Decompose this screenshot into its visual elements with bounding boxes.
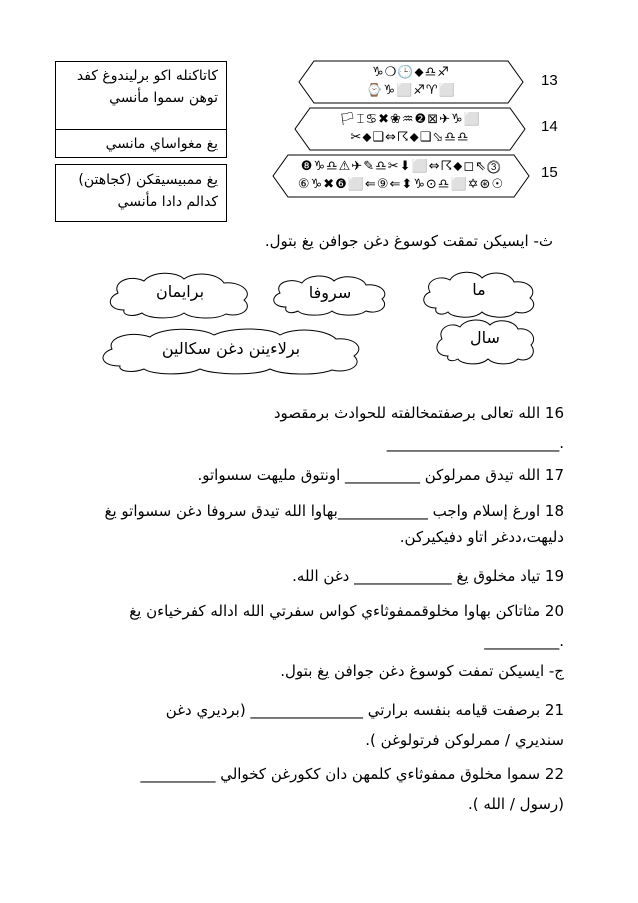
encoded-text-14 [294, 107, 526, 151]
question-number: 17 [544, 466, 564, 484]
definition-box-1-bottom: يغ مغواساي مانسي [105, 136, 218, 152]
encoded-line-2: ✂⬥❑⇔☈⬥❑⬂♎♎ [350, 130, 470, 145]
cloud-label: برلاءينن دغن سكالين [161, 339, 301, 358]
question-text[interactable]: برصفت قيامه بنفسه برارتي _______________ (برديري دغن [165, 701, 541, 719]
question-text[interactable]: الله تيدق ممرلوكن __________ اونتوق مليهت سسواتو. [197, 466, 541, 484]
question-number: 19 [544, 567, 564, 585]
question-text[interactable]: سموا مخلوق ممفوثاءي كلمهن دان ككورغن كخوالي __________ [140, 765, 541, 783]
question-text-continued: (رسول / الله ). [467, 795, 564, 813]
question-text: مثاتاكن بهاوا مخلوقممفوثاءي كواس سفرتي الله اداله كفرخياءن يغ [129, 602, 541, 620]
definition-box-1-line-2: توهن سموا مأنسي [109, 90, 218, 106]
question-number-14: 14 [541, 118, 558, 135]
definition-box-1-line-1: كاتاكنله اكو برليندوغ كفد [76, 68, 218, 84]
definition-box-2-line-1: يغ ممبيسيقكن (كجاهتن) [78, 172, 218, 188]
question-20 [64, 598, 564, 654]
encoded-line-1: 🏳⌶♋✖❀♒❷⊠✈♑⬜ [339, 112, 481, 127]
definition-box-2 [55, 164, 227, 222]
question-16 [64, 400, 564, 456]
question-text[interactable]: تياد مخلوق يغ _____________ دغن الله. [292, 567, 541, 585]
definition-box-1-top [56, 62, 226, 129]
answer-cloud-serupa [268, 273, 392, 317]
question-text[interactable]: اورغ إسلام واجب ____________بهاوا الله تيدق سروفا دغن سسواتو يغ [104, 502, 541, 520]
question-number: 22 [544, 765, 564, 783]
answer-blank[interactable]: .__________ [484, 632, 564, 650]
encoded-line-1: ♑❍🕒⬥♎♐ [372, 65, 450, 80]
cloud-label: ما [472, 280, 486, 299]
question-number: 21 [544, 701, 564, 719]
question-17 [64, 462, 564, 488]
cloud-label: سروفا [308, 283, 352, 302]
question-number: 20 [544, 602, 564, 620]
question-text: الله تعالى برصفتمخالفته للحوادث برمقصود [273, 404, 541, 422]
question-number-13: 13 [541, 72, 558, 89]
encoded-line-2: ⑥♑✖❻⬜⇐⑨⇐⬍♑⊙♎⬜✡⊛☉ [297, 177, 505, 192]
answer-cloud-beriman [104, 270, 256, 320]
question-19 [64, 563, 564, 589]
question-number: 16 [544, 404, 564, 422]
question-22 [64, 761, 564, 817]
section-c-heading: ث- ايسيكن تمقت كوسوغ دغن جوافن يغ بتول. [264, 232, 553, 250]
answer-cloud-berlainan [96, 326, 366, 376]
answer-blank[interactable]: ._______________________ [386, 434, 564, 452]
question-number: 18 [544, 502, 564, 520]
definition-box-1 [55, 61, 227, 158]
cloud-label: برايمان [155, 282, 205, 301]
question-18 [64, 498, 564, 550]
question-text-continued: سنديري / ممرلوكن فرتولوغن ). [365, 731, 564, 749]
cloud-label: سال [470, 328, 500, 347]
section-d-heading: ج- ايسيكن تمفت كوسوغ دغن جوافن يغ بتول. [280, 662, 564, 680]
encoded-line-1: ❽♑♎⚠✈✎♎✂⬇⬜⇔☈⬥◻⇖⓷ [300, 159, 502, 174]
question-text-continued: دليهت،ددغر اتاو دفيكيركن. [399, 528, 564, 546]
encoded-text-13 [298, 60, 524, 104]
encoded-line-2: ⌚♑⬜♐♈⬜ [366, 83, 456, 98]
answer-cloud-ma [418, 268, 540, 320]
question-21 [64, 697, 564, 753]
answer-cloud-salah [432, 316, 538, 366]
encoded-text-15 [272, 154, 530, 198]
definition-box-2-line-2: كدالم دادا مأنسي [117, 194, 218, 210]
question-number-15: 15 [541, 164, 558, 181]
